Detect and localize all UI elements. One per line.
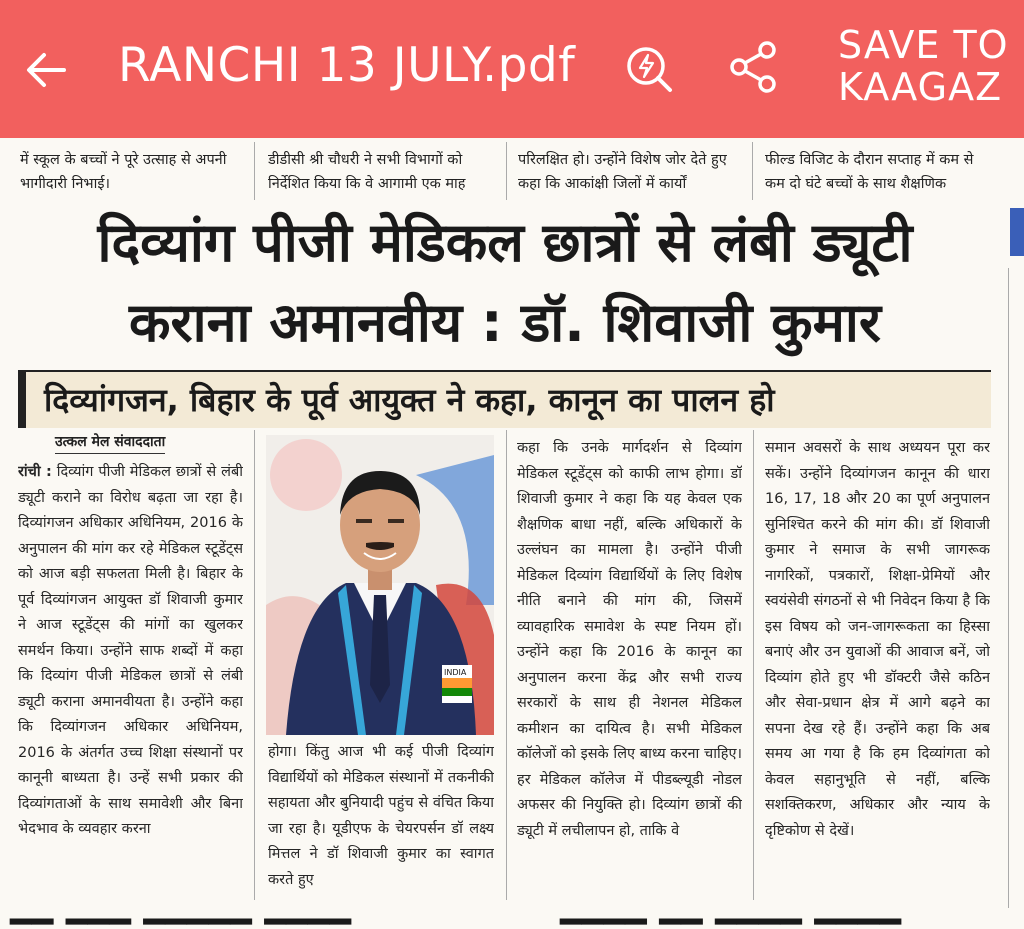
save-label-line2: KAAGAZ: [838, 65, 1003, 109]
newspaper-page: [0, 138, 1024, 929]
top-snippet-1: में स्कूल के बच्चों ने पूरे उत्साह से अपनी भागीदारी निभाई।: [20, 152, 227, 192]
article-column-2: होगा। किंतु आज भी कई पीजी दिव्यांग विद्यार्थियों को मेडिकल संस्थानों में तकनीकी सहायता और बुनियादी पहुंच से वंचित किया जा रहा है। यूडीएफ के चेयरपर्सन डॉ लक्ष्य मित्तल ने डॉ शिवाजी कुमार का स्वागत करते हुए: [268, 744, 494, 888]
save-label-line1: SAVE TO: [838, 23, 1009, 67]
document-title: RANCHI 13 JULY.pdf: [118, 38, 576, 93]
column-rule: [254, 430, 255, 900]
lens-bolt-icon[interactable]: [624, 44, 674, 94]
badge-india-text: INDIA: [444, 668, 467, 677]
adjacent-column-edge: [1008, 138, 1024, 929]
article-column-4: समान अवसरों के साथ अध्ययन पूरा कर सकें। उन्होंने दिव्यांगजन कानून की धारा 16, 17, 18 और 20 का पूर्ण अनुपालन सुनिश्चित करने की मांग की। डॉ शिवाजी कुमार ने समाज के सभी जागरूक नागरिकों, पत्रकारों, शिक्षा-प्रेमियों और स्वयंसेवी संगठनों से भी निवेदन किया है कि इस विषय को जन-जागरूकता का हिस्सा बनाएं और उन युवाओं की आवाज बनें, जो दिव्यांग होते हुए भी डॉक्टरी जैसे कठिन और सेवा-प्रधान क्षेत्र में आगे बढ़ने का सपना देख रहे हैं। उन्होंने कहा कि अब समय आ गया है कि हम दिव्यांगता को केवल सहानुभूति से नहीं, बल्कि सशक्तिकरण, अधिकार और न्याय के दृष्टिकोण से देखें।: [765, 440, 990, 839]
subheadline: दिव्यांगजन, बिहार के पूर्व आयुक्त ने कहा, कानून का पालन हो: [44, 381, 775, 419]
subheadline-bar: [18, 372, 26, 428]
next-headline-right: ━━━━ ━━ ━━━━ ━━━━: [560, 902, 902, 929]
arrow-back-icon[interactable]: [24, 48, 68, 92]
article-column-1: [18, 460, 243, 898]
save-to-kaagaz-button[interactable]: [838, 24, 1009, 108]
dateline: रांची :: [18, 464, 52, 480]
column-rule: [506, 142, 507, 200]
share-icon[interactable]: [727, 40, 779, 94]
top-snippet-3: परिलक्षित हो। उन्होंने विशेष जोर देते हुए कहा कि आकांक्षी जिलों में कार्यों: [518, 152, 727, 192]
column-rule: [753, 430, 754, 900]
portrait-illustration: [266, 435, 494, 735]
column-rule: [752, 142, 753, 200]
next-headline-left: ━━ ━━━ ━━━━━ ━━━━: [10, 902, 352, 929]
headline-line-2: कराना अमानवीय : डॉ. शिवाजी कुमार: [129, 291, 881, 354]
subheadline-box: [18, 370, 991, 428]
top-snippet-4: फील्ड विजिट के दौरान सप्ताह में कम से कम दो घंटे बच्चों के साथ शैक्षणिक: [765, 152, 974, 192]
byline: उत्कल मेल संवाददाता: [55, 432, 165, 454]
pdf-viewer-toolbar: [0, 0, 1024, 138]
top-snippet-2: डीडीसी श्री चौधरी ने सभी विभागों को निर्देशित किया कि वे आगामी एक माह: [268, 152, 466, 192]
column-1-text: दिव्यांग पीजी मेडिकल छात्रों से लंबी ड्यूटी कराने का विरोध बढ़ता जा रहा है। दिव्यांगजन अधिकार अधिनियम, 2016 के अनुपालन की मांग कर रहे मेडिकल स्टूडेंट्स को आज बड़ी सफलता मिली है। बिहार के पूर्व दिव्यांगजन आयुक्त डॉ शिवाजी कुमार ने आज स्टूडेंट्स की मांगों का खुलकर समर्थन किया। उन्होंने साफ शब्दों में कहा कि दिव्यांग पीजी मेडिकल छात्रों से लंबी ड्यूटी कराना अमानवीयता है। उन्होंने कहा कि दिव्यांगजन अधिकार अधिनियम, 2016 के अंतर्गत उच्च शिक्षा संस्थानों पर कानूनी बाध्यता है। उन्हें सभी प्रकार की दिव्यांगताओं के साथ समावेशी और बिना भेदभाव के व्यवहार करना: [18, 464, 243, 837]
portrait-photo: [266, 435, 494, 735]
article-column-3: कहा कि उनके मार्गदर्शन से दिव्यांग मेडिकल स्टूडेंट्स को काफी लाभ होगा। डॉ शिवाजी कुमार ने कहा कि यह केवल एक शैक्षणिक बाधा नहीं, बल्कि अधिकारों के उल्लंघन का मामला है। उन्होंने पीजी मेडिकल दिव्यांग विद्यार्थियों के लिए विशेष नीति बनाने की मांग की, जिसमें व्यावहारिक समावेश के स्पष्ट नियम हों। उन्होंने कहा कि 2016 के कानून का अनुपालन करना केंद्र और सभी राज्य सरकारों के साथ ही नेशनल मेडिकल कमीशन का दायित्व है। सभी मेडिकल कॉलेजों को इसके लिए बाध्य करना चाहिए। हर मेडिकल कॉलेज में पीडब्ल्यूडी नोडल अफसर की नियुक्ति हो। दिव्यांग छात्रों की ड्यूटी में लचीलापन हो, ताकि वे: [517, 440, 742, 839]
headline-line-1: दिव्यांग पीजी मेडिकल छात्रों से लंबी ड्यूटी: [97, 211, 913, 274]
column-rule: [506, 430, 507, 900]
column-rule: [254, 142, 255, 200]
